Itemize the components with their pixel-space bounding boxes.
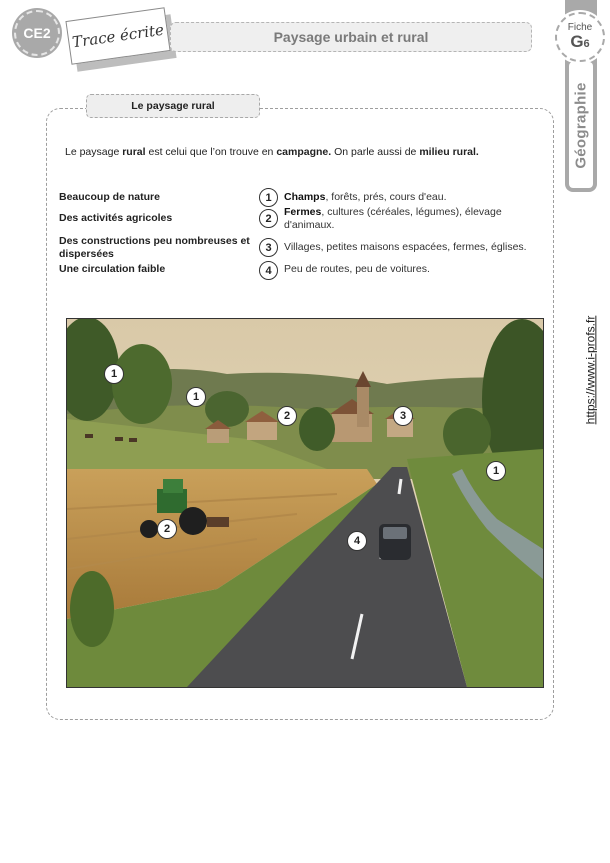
fiche-badge	[555, 12, 605, 62]
tree	[205, 391, 249, 427]
trace-ecrite-text: Trace écrite	[71, 20, 165, 52]
item-description	[284, 241, 544, 254]
photo-marker: 2	[277, 406, 297, 426]
level-badge	[14, 10, 60, 56]
cow	[129, 438, 137, 442]
photo-marker: 1	[486, 461, 506, 481]
intro-part: Le paysage	[65, 146, 123, 158]
item-keyword: Fermes	[284, 206, 322, 218]
tree	[299, 407, 335, 451]
item-description-text: Peu de routes, peu de voitures.	[284, 263, 430, 275]
rural-landscape-photo	[66, 318, 544, 688]
car-windshield	[383, 527, 407, 539]
section-title	[86, 94, 260, 118]
house	[207, 429, 229, 443]
fiche-code-number: 6	[583, 38, 590, 50]
item-number: 4	[259, 261, 278, 280]
photo-marker: 4	[347, 531, 367, 551]
church-tower	[357, 387, 369, 427]
page-title	[170, 22, 532, 52]
item-label: Une circulation faible	[59, 263, 166, 275]
item-keyword: Champs	[284, 191, 326, 203]
tractor-wheel	[179, 507, 207, 535]
tree	[112, 344, 172, 424]
vine	[70, 571, 114, 647]
fiche-code	[557, 33, 603, 53]
section-title-text: Le paysage rural	[131, 100, 215, 112]
item-description-text: , forêts, prés, cours d'eau.	[325, 191, 447, 203]
intro-part: est celui que l’on trouve en	[145, 146, 277, 158]
item-number: 3	[259, 238, 278, 257]
photo-marker: 3	[393, 406, 413, 426]
tractor-trailer	[207, 517, 229, 527]
item-label: Des activités agricoles	[59, 212, 173, 224]
page-title-text: Paysage urbain et rural	[273, 29, 429, 45]
item-description-text: Villages, petites maisons espacées, fermes, églises.	[284, 241, 527, 253]
item-description	[284, 263, 544, 276]
item-number: 2	[259, 209, 278, 228]
item-description-text: , cultures (céréales, légumes), élevage d'animaux.	[284, 206, 502, 231]
level-badge-text: CE2	[23, 25, 51, 41]
fiche-label: Fiche	[567, 22, 593, 33]
tractor-cab	[163, 479, 183, 493]
photo-marker: 2	[157, 519, 177, 539]
intro-keyword-milieu-rural: milieu rural.	[419, 146, 479, 158]
item-number: 1	[259, 188, 278, 207]
fiche-code-letter: G	[570, 32, 584, 51]
source-url[interactable]	[583, 300, 597, 440]
tree	[443, 408, 491, 460]
cow	[85, 434, 93, 438]
item-description	[284, 206, 544, 232]
subject-label: Géographie	[572, 81, 590, 169]
intro-part: On parle aussi de	[331, 146, 420, 158]
photo-marker: 1	[104, 364, 124, 384]
tractor-wheel	[140, 520, 158, 538]
intro-paragraph	[65, 146, 545, 158]
item-label: Des constructions peu nombreuses et dispersées	[59, 235, 250, 260]
source-url-text[interactable]: https://www.i-profs.fr	[583, 315, 598, 425]
landscape-illustration	[67, 319, 543, 687]
photo-marker: 1	[186, 387, 206, 407]
intro-keyword-campagne: campagne.	[276, 146, 332, 158]
item-label: Beaucoup de nature	[59, 191, 160, 203]
subject-tab-inner	[569, 62, 593, 188]
item-description	[284, 191, 544, 204]
intro-keyword-rural: rural	[122, 146, 146, 158]
cow	[115, 437, 123, 441]
house	[247, 422, 277, 440]
